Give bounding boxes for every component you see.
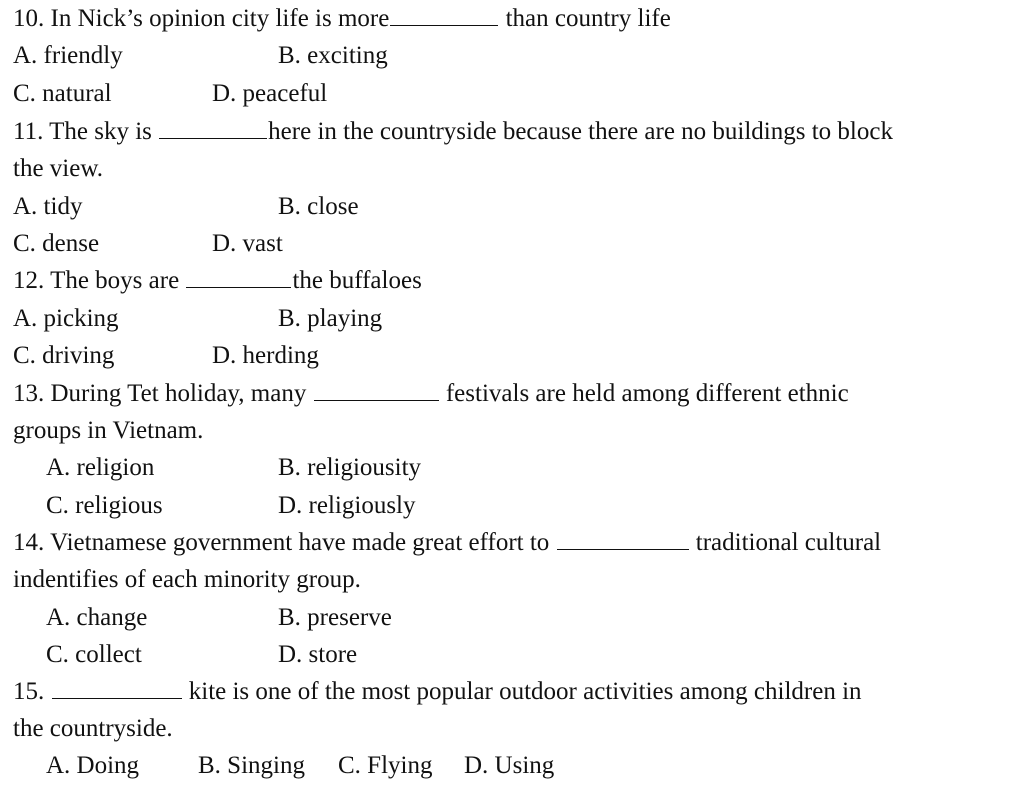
option-b: B. preserve: [278, 604, 392, 631]
option-a: A. picking: [13, 305, 119, 332]
answer-blank: [186, 265, 291, 288]
question-12-stem: [13, 262, 422, 300]
option-a: A. religion: [46, 454, 155, 481]
option-b: B. religiousity: [278, 454, 422, 481]
question-14-stem: [13, 524, 881, 562]
option-c: C. natural: [13, 80, 112, 107]
option-d: D. religiously: [278, 492, 416, 519]
question-number: 15.: [13, 678, 45, 705]
question-13-stem: [13, 375, 849, 413]
question-text: Vietnamese government have made great effort to: [50, 529, 550, 556]
option-a: A. Doing: [46, 752, 140, 779]
question-text: than country life: [505, 5, 671, 32]
question-15-stem: [13, 673, 862, 711]
answer-blank: [314, 378, 439, 401]
option-c: C. dense: [13, 230, 100, 257]
question-text: The boys are: [50, 267, 180, 294]
question-number: 13.: [13, 380, 45, 407]
answer-blank: [159, 116, 267, 139]
option-a: A. tidy: [13, 193, 83, 220]
answer-blank: [390, 3, 498, 26]
question-10-stem: [13, 0, 671, 38]
option-a: A. friendly: [13, 42, 123, 69]
question-text: traditional cultural: [695, 529, 882, 556]
question-14-stem-continued: indentifies of each minority group.: [13, 566, 361, 593]
option-b: B. Singing: [198, 752, 305, 779]
question-number: 11.: [13, 118, 44, 145]
option-c: C. collect: [46, 641, 142, 668]
option-d: D. herding: [212, 342, 319, 369]
question-text: festivals are held among different ethnic: [445, 380, 849, 407]
question-text: The sky is: [49, 118, 152, 145]
question-11-stem-continued: the view.: [13, 155, 104, 182]
question-text: kite is one of the most popular outdoor activities among children in: [188, 678, 862, 705]
question-text: here in the countryside because there are no buildings to block: [268, 118, 893, 145]
question-15-stem-continued: the countryside.: [13, 715, 173, 742]
option-c: C. driving: [13, 342, 115, 369]
question-11-stem: [13, 113, 893, 151]
answer-blank: [52, 676, 182, 699]
question-number: 10.: [13, 5, 45, 32]
question-number: 12.: [13, 267, 45, 294]
question-13-stem-continued: groups in Vietnam.: [13, 417, 204, 444]
question-text: During Tet holiday, many: [50, 380, 307, 407]
option-a: A. change: [46, 604, 148, 631]
option-b: B. close: [278, 193, 359, 220]
option-c: C. religious: [46, 492, 163, 519]
option-b: B. exciting: [278, 42, 388, 69]
question-number: 14.: [13, 529, 45, 556]
question-text: In Nick’s opinion city life is more: [50, 5, 390, 32]
option-d: D. store: [278, 641, 358, 668]
answer-blank: [557, 527, 689, 550]
option-d: D. peaceful: [212, 80, 328, 107]
option-c: C. Flying: [338, 752, 433, 779]
question-text: the buffaloes: [292, 267, 422, 294]
option-d: D. vast: [212, 230, 283, 257]
option-d: D. Using: [464, 752, 555, 779]
option-b: B. playing: [278, 305, 383, 332]
